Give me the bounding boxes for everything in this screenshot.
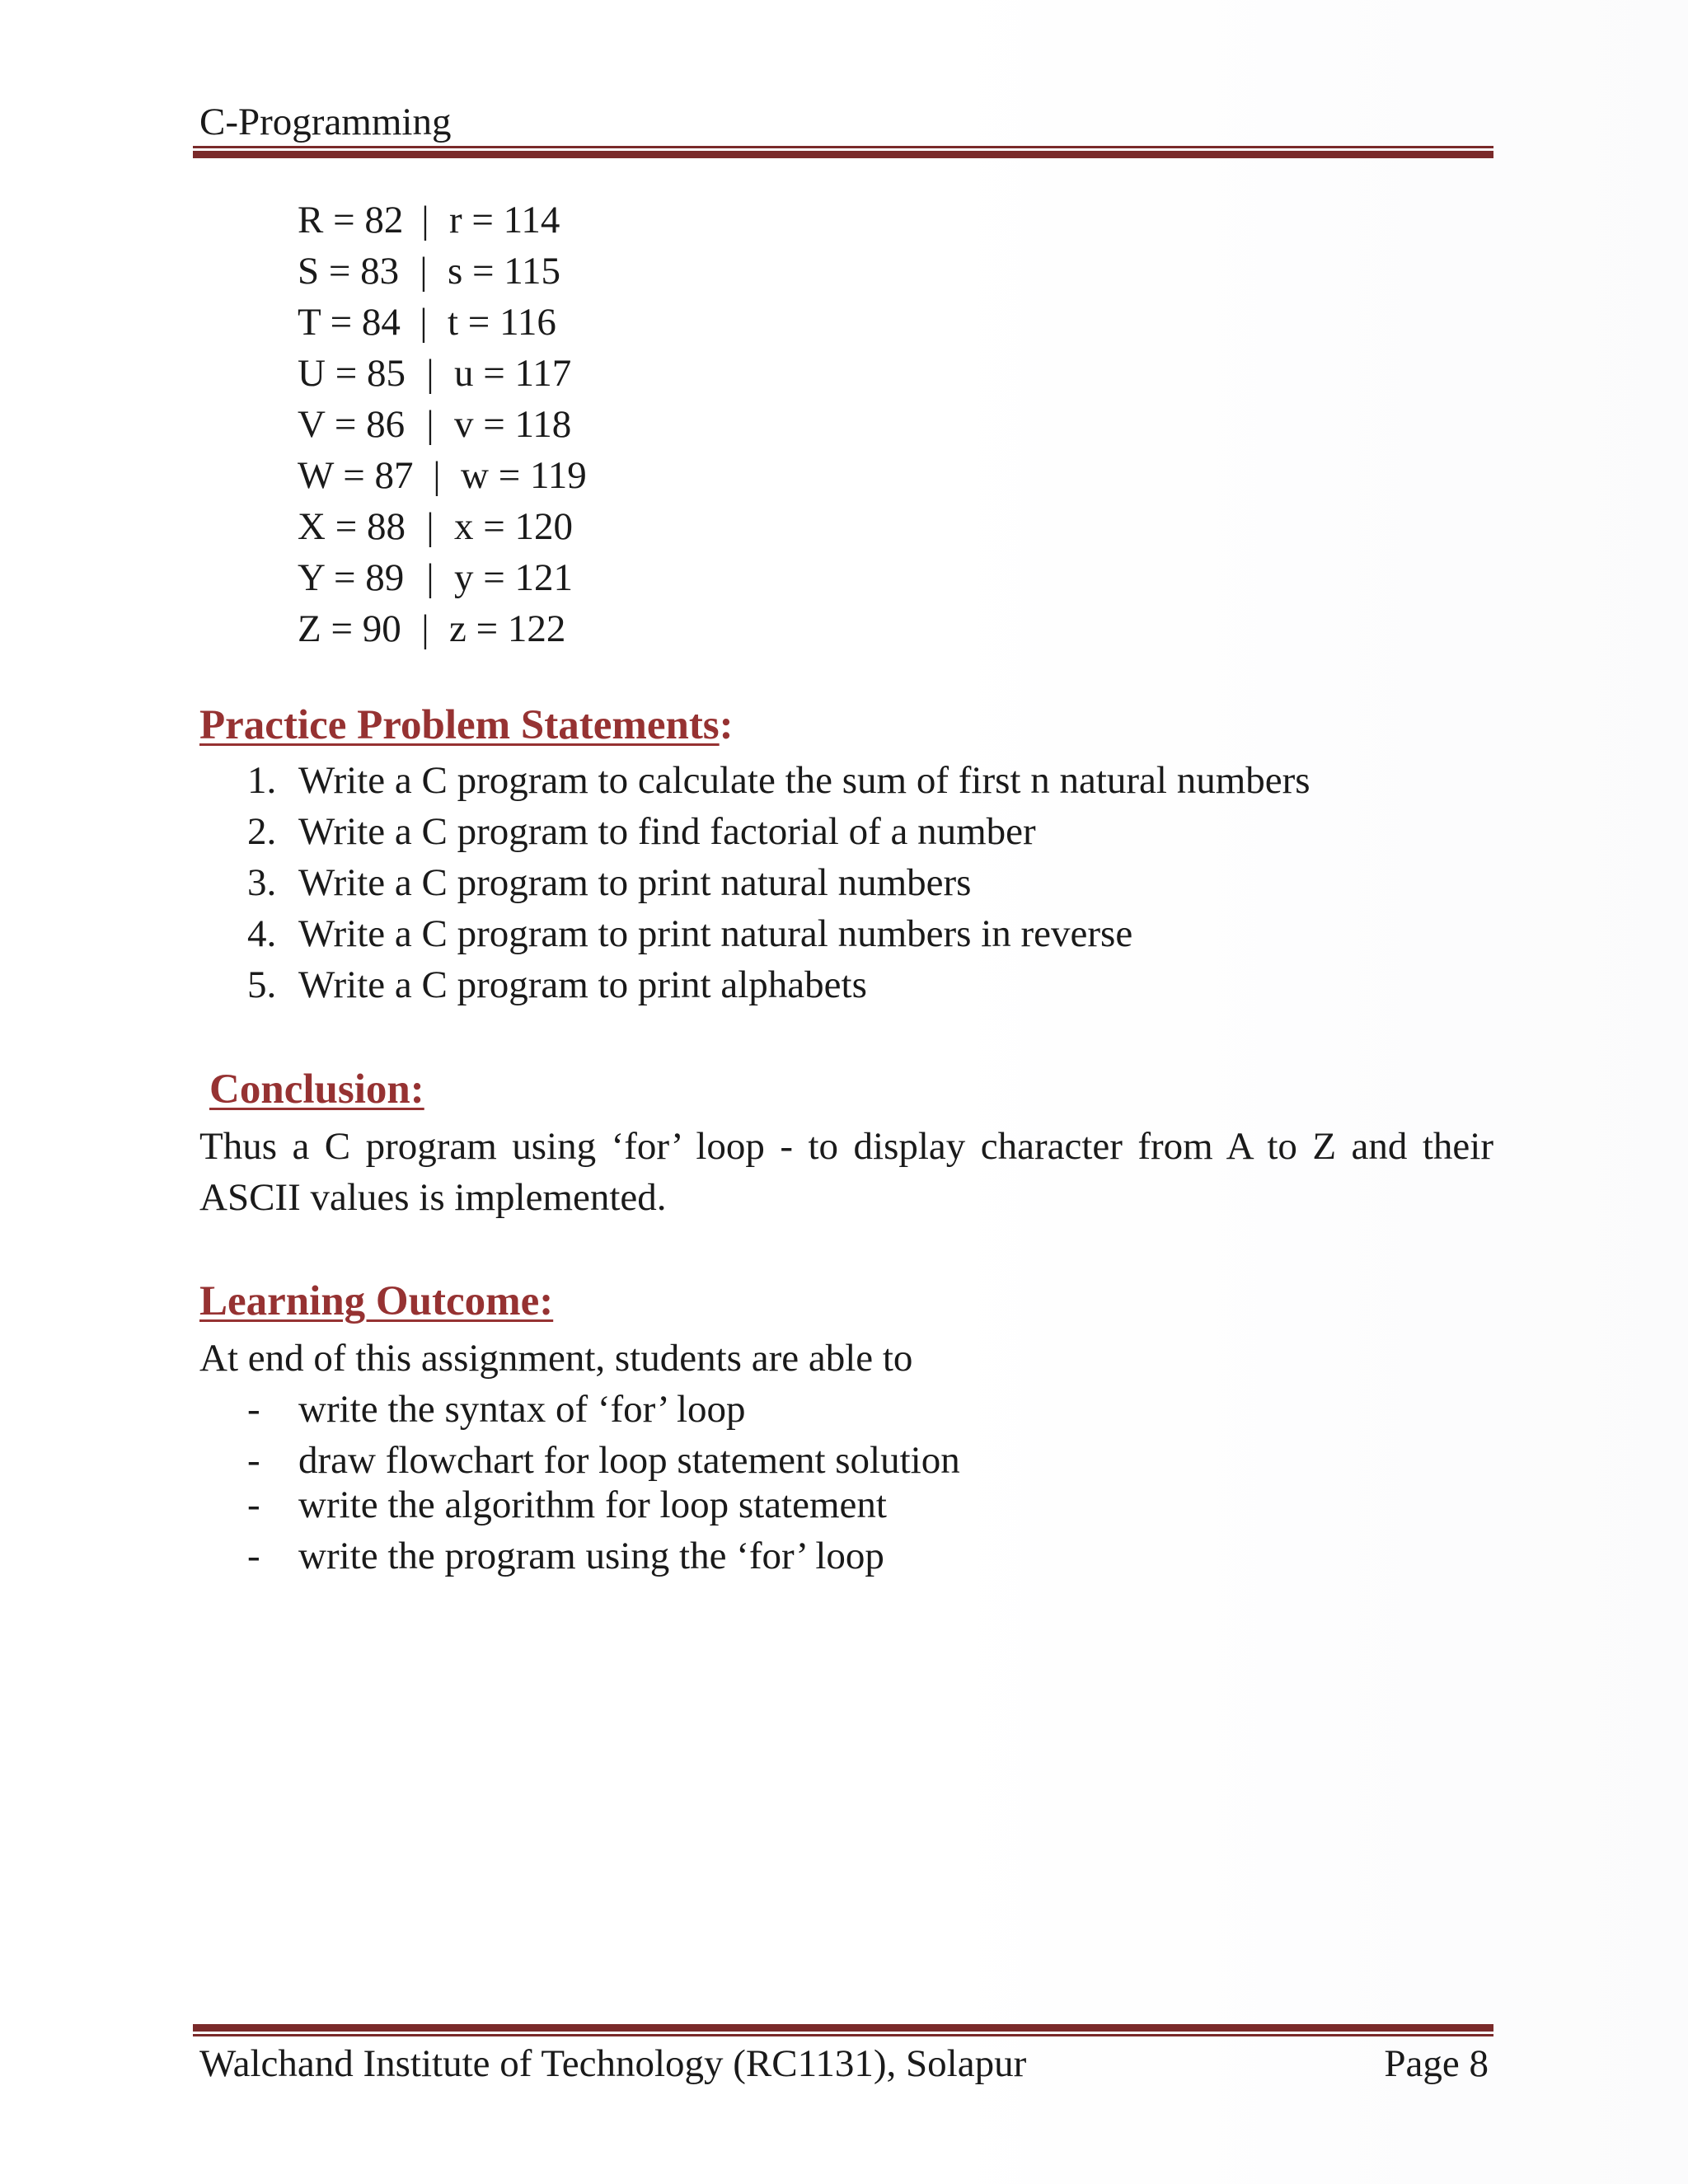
ascii-row (298, 399, 587, 450)
ascii-separator: | (426, 556, 434, 599)
practice-heading-text: Practice Problem Statements (199, 702, 720, 748)
practice-list (247, 755, 1311, 1010)
list-item (247, 959, 1311, 1010)
ascii-separator: | (420, 301, 428, 344)
ascii-separator: | (426, 403, 434, 446)
list-item (247, 806, 1311, 857)
ascii-upper: Z = 90 (298, 607, 401, 650)
bullet-item (247, 1530, 884, 1582)
ascii-lower: w = 119 (461, 454, 587, 497)
learning-intro: At end of this assignment, students are able to (199, 1337, 913, 1380)
ascii-upper: U = 85 (298, 352, 406, 395)
ascii-separator: | (426, 505, 434, 548)
bullet-marker: - (247, 1439, 260, 1482)
header-rule (193, 146, 1493, 158)
conclusion-paragraph: Thus a C program using ‘for’ loop - to display character from A to Z and their ASCII values is implemented. (199, 1125, 1493, 1219)
ascii-upper: R = 82 (298, 199, 404, 241)
ascii-upper: V = 86 (298, 403, 406, 446)
list-text: Write a C program to print natural numbers (298, 861, 972, 904)
ascii-lower: u = 117 (454, 352, 572, 395)
bullet-item (247, 1435, 960, 1486)
ascii-row (298, 501, 587, 552)
ascii-row (298, 194, 587, 246)
ascii-upper: W = 87 (298, 454, 414, 497)
ascii-upper: X = 88 (298, 505, 406, 548)
ascii-upper: S = 83 (298, 250, 400, 293)
ascii-lower: z = 122 (449, 607, 566, 650)
list-text: Write a C program to print natural numbers in reverse (298, 912, 1133, 955)
practice-heading-colon: : (719, 702, 734, 748)
running-header: C-Programming (199, 101, 452, 143)
ascii-separator: | (433, 454, 441, 497)
bullet-text: draw flowchart for loop statement solution (298, 1439, 960, 1482)
ascii-lower: v = 118 (454, 403, 572, 446)
list-text: Write a C program to find factorial of a number (298, 810, 1036, 853)
list-number: 3. (247, 861, 277, 904)
list-text: Write a C program to print alphabets (298, 963, 867, 1006)
list-number: 1. (247, 759, 277, 802)
ascii-row (298, 348, 587, 399)
bullet-marker: - (247, 1483, 260, 1526)
ascii-value-list (298, 194, 587, 654)
page-number: Page 8 (1384, 2042, 1489, 2085)
list-number: 4. (247, 912, 277, 955)
footer-institute: Walchand Institute of Technology (RC1131), Solapur (199, 2042, 1027, 2085)
ascii-row (298, 297, 587, 348)
practice-heading (199, 699, 734, 752)
bullet-item (247, 1479, 887, 1530)
ascii-row (298, 246, 587, 297)
ascii-row (298, 450, 587, 501)
ascii-upper: Y = 89 (298, 556, 405, 599)
list-number: 2. (247, 810, 277, 853)
ascii-separator: | (421, 607, 429, 650)
list-number: 5. (247, 963, 277, 1006)
ascii-upper: T = 84 (298, 301, 401, 344)
bullet-text: write the program using the ‘for’ loop (298, 1535, 884, 1577)
list-item (247, 857, 1311, 908)
ascii-separator: | (420, 250, 428, 293)
learning-heading (199, 1275, 553, 1328)
bullet-marker: - (247, 1535, 260, 1577)
bullet-text: write the syntax of ‘for’ loop (298, 1388, 746, 1431)
ascii-lower: x = 120 (454, 505, 574, 548)
learning-heading-text: Learning Outcome: (199, 1278, 554, 1324)
ascii-row (298, 552, 587, 603)
list-text: Write a C program to calculate the sum of first n natural numbers (298, 759, 1311, 802)
conclusion-heading-text: Conclusion: (209, 1066, 424, 1113)
ascii-lower: s = 115 (448, 250, 561, 293)
ascii-separator: | (421, 199, 429, 241)
ascii-row (298, 603, 587, 654)
ascii-lower: y = 121 (454, 556, 574, 599)
ascii-lower: t = 116 (448, 301, 556, 344)
bullet-marker: - (247, 1388, 260, 1431)
ascii-lower: r = 114 (449, 199, 560, 241)
list-item (247, 908, 1311, 959)
footer-rule (193, 2024, 1493, 2036)
bullet-item (247, 1384, 746, 1435)
conclusion-heading (209, 1063, 424, 1116)
ascii-separator: | (426, 352, 434, 395)
bullet-text: write the algorithm for loop statement (298, 1483, 887, 1526)
list-item (247, 755, 1311, 806)
